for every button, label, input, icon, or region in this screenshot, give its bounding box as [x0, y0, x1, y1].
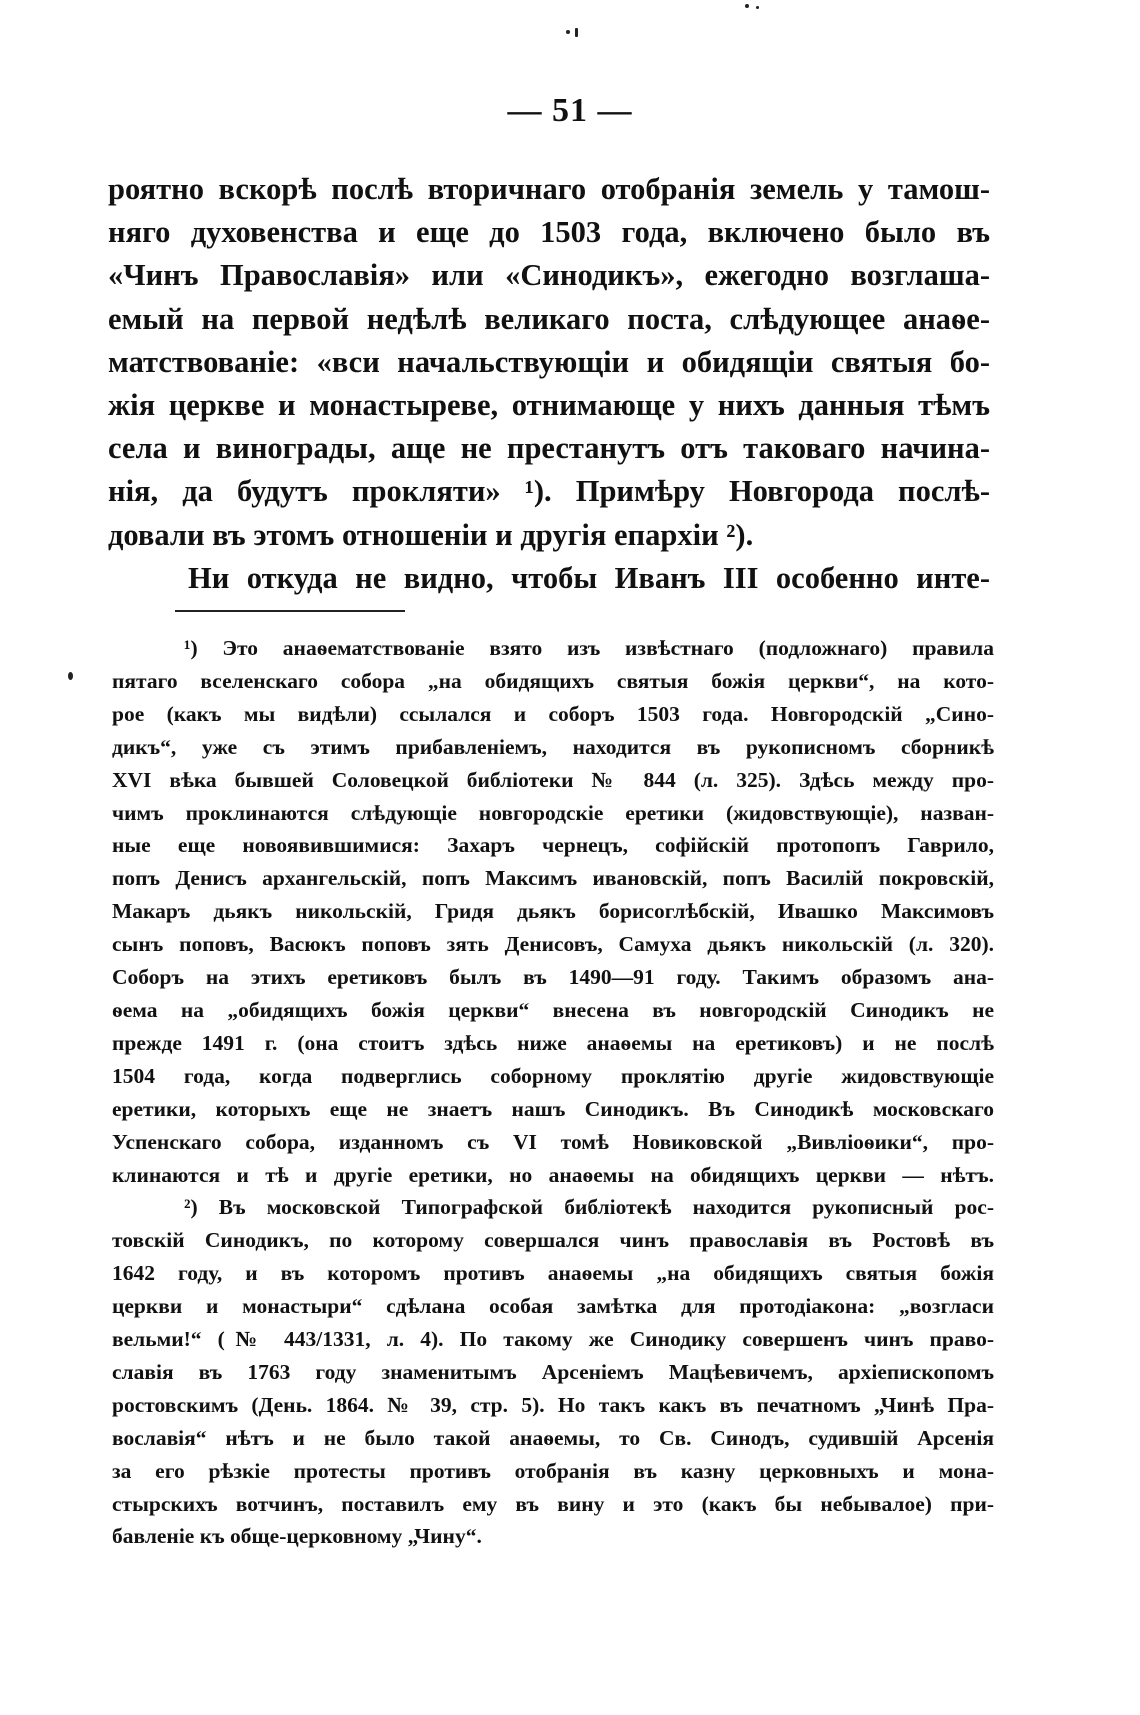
text-line: нія, да будутъ прокляти» ¹). Примѣру Новгорода послѣ-: [108, 474, 990, 509]
footnote-line: стырскихъ вотчинъ, поставилъ ему въ вину и это (какъ бы небывалое) при-: [112, 1491, 994, 1516]
footnote-line: еретики, которыхъ еще не знаетъ нашъ Синодикъ. Въ Синодикѣ московскаго: [112, 1096, 994, 1121]
footnote-line: прежде 1491 г. (она стоитъ здѣсь ниже анаѳемы на еретиковъ) и не послѣ: [112, 1030, 994, 1055]
footnote-line: рое (какъ мы видѣли) ссылался и соборъ 1503 года. Новгородскій „Сино-: [112, 701, 994, 726]
footnote-line: товскій Синодикъ, по которому совершался чинъ православія въ Ростовѣ въ: [112, 1228, 994, 1253]
footnote-line: чимъ проклинаются слѣдующіе новгородскіе еретики (жидовствующіе), назван-: [112, 800, 994, 825]
footnote-divider: [175, 610, 405, 612]
footnote-line: ѳема на „обидящихъ божія церкви“ внесена въ новгородскій Синодикъ не: [112, 997, 994, 1022]
print-speck: [575, 28, 578, 37]
footnote-line: ростовскимъ (День. 1864. № 39, стр. 5). Но такъ какъ въ печатномъ „Чинѣ Пра-: [112, 1392, 994, 1417]
footnote-line: вельми!“ (№ 443/1331, л. 4). По такому же Синодику совершенъ чинъ право-: [112, 1327, 994, 1352]
print-speck: [745, 4, 749, 8]
footnote-line: за его рѣзкіе протесты противъ отобранія въ казну церковныхъ и мона-: [112, 1458, 994, 1483]
text-line: довали въ этомъ отношеніи и другія епархіи ²).: [108, 517, 754, 552]
footnote-line: ¹) Это анаѳематствованіе взято изъ извѣстнаго (подложнаго) правила: [184, 636, 994, 660]
text-line: емый на первой недѣлѣ великаго поста, слѣдующее анаѳе-: [108, 301, 990, 336]
text-line: роятно вскорѣ послѣ вторичнаго отобранія земель у тамош-: [108, 172, 990, 206]
footnote-line: XVI вѣка бывшей Соловецкой библіотеки № 844 (л. 325). Здѣсь между про-: [112, 767, 994, 792]
main-text: [108, 168, 990, 600]
footnote-line: славія въ 1763 году знаменитымъ Арсеніемъ Мацѣевичемъ, архіепископомъ: [112, 1359, 994, 1384]
footnote-line: пятаго вселенскаго собора „на обидящихъ святыя божія церкви“, на кото-: [112, 668, 994, 693]
footnote-line: 1504 года, когда подверглись соборному проклятію другіе жидовствующіе: [112, 1063, 994, 1088]
footnote-line: попъ Денисъ архангельскій, попъ Максимъ ивановскій, попъ Василій покровскій,: [112, 866, 994, 891]
print-speck: [68, 672, 73, 680]
text-line: села и винограды, аще не престанутъ отъ таковаго начина-: [108, 431, 990, 466]
footnote-line: вославія“ нѣтъ и не было такой анаѳемы, то Св. Синодъ, судившій Арсенія: [112, 1425, 994, 1450]
page-number: — 51 —: [507, 92, 633, 129]
footnotes: [112, 632, 994, 1553]
footnote-line: ²) Въ московской Типографской библіотекѣ находится рукописный рос-: [184, 1195, 994, 1220]
print-speck: [756, 6, 759, 9]
footnote-line: клинаются и тѣ и другіе еретики, но анаѳемы на обидящихъ церкви — нѣтъ.: [112, 1162, 994, 1187]
footnote-line: ные еще новоявившимися: Захаръ чернецъ, софійскій протопопъ Гаврило,: [112, 833, 994, 858]
text-line: «Чинъ Православія» или «Синодикъ», ежегодно возглаша-: [108, 258, 990, 293]
text-line: няго духовенства и еще до 1503 года, включено было въ: [108, 215, 990, 250]
text-line: Ни откуда не видно, чтобы Иванъ III особенно инте-: [188, 560, 990, 595]
footnote-line: Соборъ на этихъ еретиковъ былъ въ 1490—91 году. Такимъ образомъ ана-: [112, 965, 994, 990]
footnote-line: 1642 году, и въ которомъ противъ анаѳемы „на обидящихъ святыя божія: [112, 1261, 994, 1286]
footnote-line: церкви и монастыри“ сдѣлана особая замѣтка для протодіакона: „возгласи: [112, 1294, 994, 1319]
print-speck: [566, 30, 570, 34]
footnote-line: дикъ“, уже съ этимъ прибавленіемъ, находится въ рукописномъ сборникѣ: [112, 734, 994, 759]
footnote-line: Макаръ дьякъ никольскій, Гридя дьякъ борисоглѣбскій, Ивашко Максимовъ: [112, 899, 994, 924]
footnote-line: сынъ поповъ, Васюкъ поповъ зять Денисовъ, Самуха дьякъ никольскій (л. 320).: [112, 932, 994, 957]
text-line: жія церкве и монастыреве, отнимающе у нихъ данныя тѣмъ: [108, 388, 990, 423]
text-line: матствованіе: «вси начальствующіи и обидящіи святыя бо-: [108, 344, 990, 379]
footnote-line: Успенскаго собора, изданномъ съ VI томѣ Новиковской „Вивліоѳики“, про-: [112, 1129, 994, 1154]
footnote-line: бавленіе къ обще-церковному „Чину“.: [112, 1524, 482, 1549]
